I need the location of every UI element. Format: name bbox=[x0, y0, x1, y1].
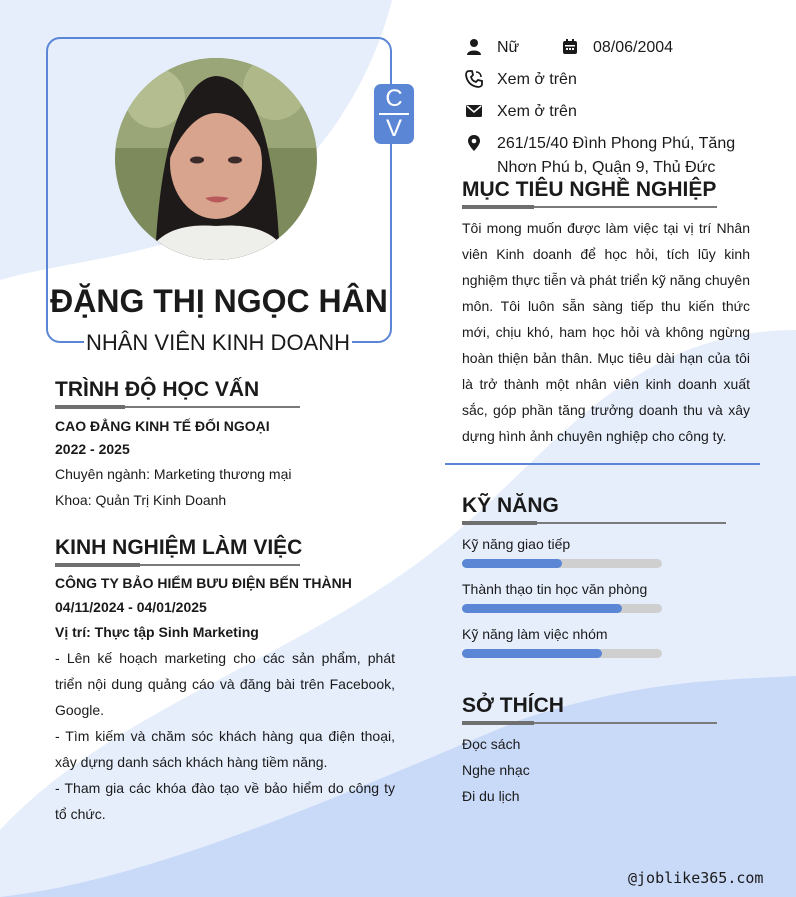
experience-bullet: - Tham gia các khóa đào tạo về bảo hiểm do công ty tổ chức. bbox=[55, 780, 395, 822]
location-pin-icon bbox=[465, 134, 483, 152]
experience-title: KINH NGHIỆM LÀM VIỆC bbox=[55, 536, 303, 559]
email-icon bbox=[465, 102, 483, 120]
hobby-item: Nghe nhạc bbox=[462, 762, 530, 778]
skills-title: KỸ NĂNG bbox=[462, 494, 559, 517]
education-title: TRÌNH ĐỘ HỌC VẤN bbox=[55, 378, 260, 401]
skills-divider-accent bbox=[462, 521, 537, 525]
skill-bar bbox=[462, 649, 662, 658]
objective-text: Tôi mong muốn được làm việc tại vị trí Nhân viên Kinh doanh để học hỏi, tích lũy kinh nghiệm thực tiễn và phát triển kỹ năng chuyên môn. Tôi luôn sẵn sàng tiếp thu kiến thức mới, chịu khó, ham học hỏi và không ngừng hoàn thiện bản thân. Mục tiêu dài hạn của tôi là trở thành một nhân viên kinh doanh xuất sắc, góp phần tăng trưởng doanh thu và xây dựng hình ảnh chuyên nghiệp cho công ty. bbox=[462, 220, 750, 444]
skill-label: Kỹ năng làm việc nhóm bbox=[462, 626, 608, 642]
experience-bullet: - Tìm kiếm và chăm sóc khách hàng qua điện thoại, xây dựng danh sách khách hàng tiềm năng. bbox=[55, 728, 395, 770]
hobbies-title: SỞ THÍCH bbox=[462, 694, 564, 717]
experience-divider-accent bbox=[55, 563, 140, 567]
profile-photo bbox=[115, 58, 317, 260]
cv-badge-top: C bbox=[385, 85, 403, 112]
person-icon bbox=[465, 38, 483, 56]
education-years: 2022 - 2025 bbox=[55, 441, 130, 457]
cv-badge bbox=[374, 84, 414, 144]
hobby-item: Đi du lịch bbox=[462, 788, 520, 804]
phone-value: Xem ở trên bbox=[497, 71, 577, 88]
email-value: Xem ở trên bbox=[497, 103, 577, 120]
candidate-name: ĐẶNG THỊ NGỌC HÂN bbox=[50, 283, 388, 319]
objective-title: MỤC TIÊU NGHỀ NGHIỆP bbox=[462, 178, 717, 201]
skill-bar bbox=[462, 559, 662, 568]
birthday-value: 08/06/2004 bbox=[593, 39, 674, 56]
phone-icon bbox=[465, 70, 483, 88]
gender-value: Nữ bbox=[497, 39, 520, 56]
education-divider-accent bbox=[55, 405, 125, 409]
skill-label: Kỹ năng giao tiếp bbox=[462, 536, 571, 552]
address-line-1: 261/15/40 Đình Phong Phú, Tăng bbox=[497, 135, 736, 152]
right-column-divider bbox=[445, 463, 760, 465]
calendar-icon bbox=[561, 38, 579, 56]
hobbies-divider-accent bbox=[462, 721, 534, 725]
experience-bullet: - Lên kế hoạch marketing cho các sản phẩm, phát triển nội dung quảng cáo và đăng bài trên Facebook, Google. bbox=[55, 650, 395, 718]
cv-badge-bottom: V bbox=[385, 115, 402, 142]
skill-bar-fill bbox=[462, 559, 562, 568]
skill-bar-fill bbox=[462, 604, 622, 613]
objective-divider-accent bbox=[462, 205, 534, 209]
address-line-2: Nhơn Phú b, Quận 9, Thủ Đức bbox=[497, 159, 716, 176]
candidate-role: NHÂN VIÊN KINH DOANH bbox=[85, 330, 351, 355]
hobby-item: Đọc sách bbox=[462, 736, 521, 752]
experience-dates: 04/11/2024 - 04/01/2025 bbox=[55, 599, 207, 615]
education-school: CAO ĐẲNG KINH TẾ ĐỐI NGOẠI bbox=[55, 418, 270, 434]
skill-bar bbox=[462, 604, 662, 613]
education-major: Chuyên ngành: Marketing thương mại bbox=[55, 466, 292, 482]
experience-company: CÔNG TY BẢO HIỂM BƯU ĐIỆN BẾN THÀNH bbox=[55, 575, 352, 591]
skill-label: Thành thạo tin học văn phòng bbox=[462, 581, 648, 597]
skill-bar-fill bbox=[462, 649, 602, 658]
education-faculty: Khoa: Quản Trị Kinh Doanh bbox=[55, 492, 227, 508]
watermark-text: @joblike365.com bbox=[628, 869, 764, 887]
experience-position: Vị trí: Thực tập Sinh Marketing bbox=[55, 624, 259, 640]
